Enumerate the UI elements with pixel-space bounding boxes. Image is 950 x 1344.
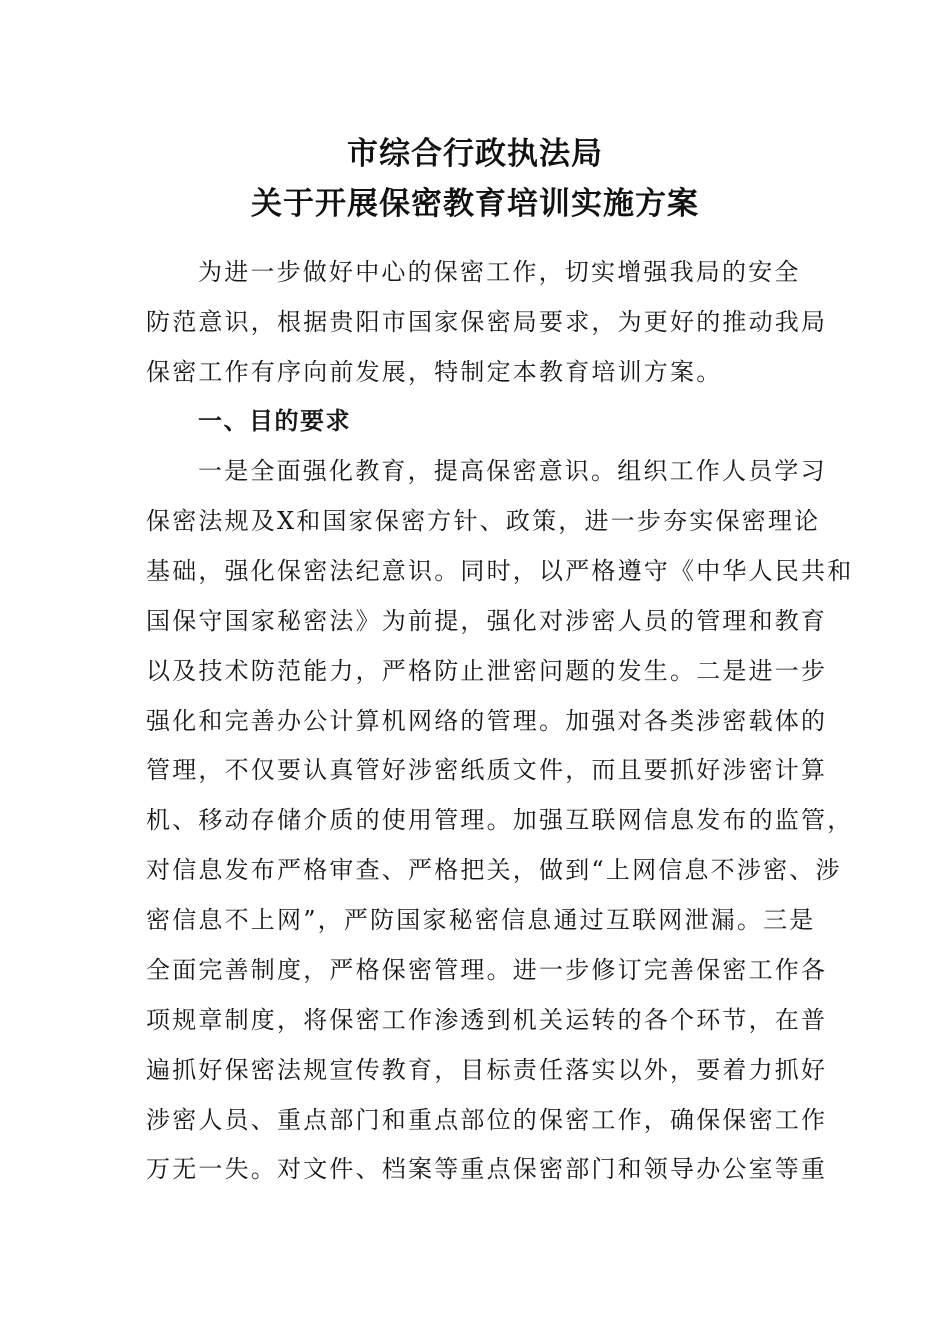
paragraph-line: 基础，强化保密法纪意识。同时，以严格遵守《中华人民共和 xyxy=(146,557,854,585)
paragraph-line: 一是全面强化教育，提高保密意识。组织工作人员学习 xyxy=(198,457,827,485)
paragraph-line: 项规章制度，将保密工作渗透到机关运转的各个环节，在普 xyxy=(146,1006,828,1034)
paragraph-line: 强化和完善办公计算机网络的管理。加强对各类涉密载体的 xyxy=(146,707,828,735)
paragraph-line: 国保守国家秘密法》为前提，强化对涉密人员的管理和教育 xyxy=(146,607,828,635)
paragraph-line: 机、移动存储介质的使用管理。加强互联网信息发布的监管， xyxy=(146,806,854,834)
paragraph-line: 保密工作有序向前发展，特制定本教育培训方案。 xyxy=(146,358,723,386)
paragraph-line: 万无一失。对文件、档案等重点保密部门和领导办公室等重 xyxy=(146,1155,828,1183)
paragraph-line: 涉密人员、重点部门和重点部位的保密工作，确保保密工作 xyxy=(146,1106,828,1134)
paragraph-line: 对信息发布严格审查、严格把关，做到“上网信息不涉密、涉 xyxy=(146,856,842,884)
paragraph-line: 管理，不仅要认真管好涉密纸质文件，而且要抓好涉密计算 xyxy=(146,756,828,784)
paragraph-line: 全面完善制度，严格保密管理。进一步修订完善保密工作各 xyxy=(146,956,828,984)
paragraph-line: 密信息不上网”，严防国家秘密信息通过互联网泄漏。三是 xyxy=(146,906,816,934)
paragraph-line: 以及技术防范能力，严格防止泄密问题的发生。二是进一步 xyxy=(146,657,828,685)
section-heading: 一、目的要求 xyxy=(198,407,351,435)
document-title-line-1: 市综合行政执法局 xyxy=(347,136,603,172)
paragraph-line: 遍抓好保密法规宣传教育，目标责任落实以外，要着力抓好 xyxy=(146,1056,828,1084)
paragraph-line: 为进一步做好中心的保密工作，切实增强我局的安全 xyxy=(198,258,801,286)
document-title-line-2: 关于开展保密教育培训实施方案 xyxy=(251,186,699,222)
paragraph-line: 保密法规及X和国家保密方针、政策，进一步夯实保密理论 xyxy=(146,507,821,535)
paragraph-line: 防范意识，根据贵阳市国家保密局要求，为更好的推动我局 xyxy=(146,308,828,336)
